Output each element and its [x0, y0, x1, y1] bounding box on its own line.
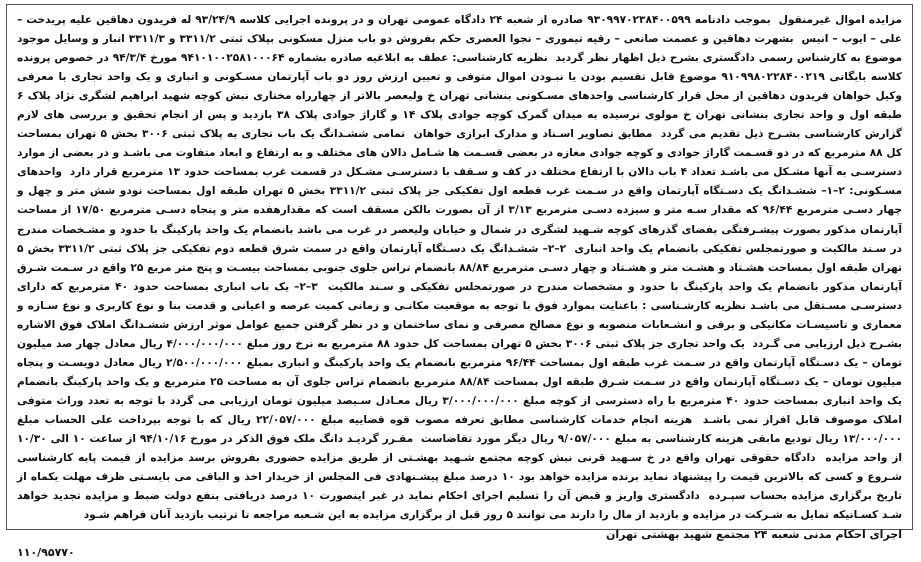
notice-signature: اجرای احکام مدنی شعبه ۲۴ مجتمع شهید بهشتی تهران	[605, 528, 902, 542]
notice-reference-number: ۱۱۰/۹۵۷۷۰	[17, 546, 75, 560]
auction-notice	[6, 4, 913, 560]
notice-body-text: مزایده اموال غیرمنقول بموجب دادنامه ۹۳۰۹۹۷۰۲۳۸۴۰۰۵۹۹ صادره از شعبه ۲۴ دادگاه عمومی تهران و در پرونده اجرایی کلاسه ۹۳/۲۴/۹ له فریدون دهاقین علیه پریدخت – علی – ایوب – انیس بشهرت دهاقین و عصمت صانعی – رقیه تیموری – نجوا العصری حکم بفروش دو باب منزل مسکونی بپلاک ثبتی ۳۳۱۱/۲ و ۳۳۱۱/۳ انبار و وسایل موجود موضوع به کارشناس رسمی دادگستری بشرح ذیل اظهار نظر گردید نظریه کارشناسی: عطف به ابلاغیه صادره بشماره ۹۴۱۰۱۰۰۲۵۸۱۰۰۰۶۴ مورخ ۹۴/۳/۴ در خصوص پرونده کلاسه بایگانی ۹۱۰۹۹۸۰۲۲۸۴۰۰۲۱۹ موضوع قابل تقسیم بودن یا نبـودن اموال متوفی و تعیین ارزش روز دو باب آپارتمان مسـکونی و انباری و یک واحد تجاری با معرفی وکیل خواهان فریدون دهاقین از محل قرار کارشناسی واحدهای مسـکونی بنشانی تهران خ ولیعصر بالاتر از چهارراه مختاری نبش کوچه شهید ابراهیم لشگری نژاد پلاک ۶ طبقه اول و واحد تجاری بنشانی تهران خ مولوی نرسیده به میدان گمرک کوچه جوادی پلاک ۱۴ و گاراژ جوادی پلاک ۳۸ بازدید و پس از انجام تحقیق و بررسی های لازم گزارش کارشناسی بشـرح ذیل تقدیم می گردد مطابق تصاویر اسـناد و مدارک ابرازی خواهان تمامی ششـدانگ یک باب تجاری به پلاک ثبتی ۳۰۰۶ بخش ۵ تهران بمساحت کل ۸۸ مترمربع که در دو قسـمت گاراژ جوادی و کوچه جوادی مغازه در بعضی قسـمت ها شـامل دالان های مختلف و به ارتفاع و ابعاد متفاوت می باشـد و در بعضی از موارد دسترسـی به آنها مشـکل می باشـد تعداد ۴ باب دالان با ارتفاع مختلف در کف و سـقف با دسترسـی مشـکل در قسمت غرب بمساحت حدود ۱۳ مترمربع قرار دارد واحدهای مسـکونی: ۲–۱– ششـدانگ یک دسـتگاه آپارتمان واقع در سـمت غرب قطعه اول تفکیکی جز پلاک ثبتی ۳۳۱۱/۲ بخش ۵ تهران طبقه اول بمساحت نودو شش متر و چهل و چهار دسـی مترمربع ۹۶/۴۴ که مقدار سـه متر و سیزده دسـی مترمربع ۳/۱۳ از آن بصورت بالکن مسقف است که مقدارهفده متر و پنجاه دسـی مترمربع ۱۷/۵۰ از مساحت آپارتمان مذکور بصورت پیشـرفتگی بفضای گذرهای کوچه شـهید لشگری در شمال و خیابان ولیعصر در غرب می باشد بانضمام یک واحد پارکینگ با حدود و مشـخصات مندرج در سـند مالکیت و صورتمجلس تفکیکی بانضمام یک واحد انباری ۲–۲– ششـدانگ یک دسـتگاه آپارتمان واقع در سمت شرق قطعه دوم تفکیکی جز پلاک ثبتی ۳۳۱۱/۲ بخش ۵ تهران طبقه اول بمساحت هشـتاد و هشـت متر و هشـتاد و چهار دسـی مترمربع ۸۸/۸۴ بانضمام تراس جلوی جنوبی بمساحت بیسـت و پنج متر مربع ۲۵ واقع در سـمت شـرق آپارتمان مذکور بانضمام یک واحد پارکینگ با حدود و مشخصات مندرج در صورتمجلس تفکیکی و سـند مالکیت ۳–۲– یک باب انباری بمساحت حدود ۴۰ مترمربع که دارای دسترسـی مسـتقل می باشـد نظریه کارشـناسی : باعنایت بموارد فوق با توجه به موقعیت مکانـی و زمانی کمیت عرصه و اعیانی و قدمت بنا و نوع کاربری و نوع سـازه و معماری و تاسیسـات مکانیکی و برقی و انشـعابات منصوبه و نوع مصالح مصرفی و نمای ساختمان و در نظر گرفتن جمیع عوامل موثر ارزش ششـدانگ املاک فوق الاشاره بشـرح ذیل ارزیابی می گـردد یک واحد تجاری جز پلاک ثبتی ۳۰۰۶ بخش ۵ تهران بمساحت کل حدود ۸۸ مترمربع به نرخ روز مبلغ ۴/۰۰۰/۰۰۰/۰۰۰ ریال معادل چهار صد میلیون تومان – یک دسـتگاه آپارتمان واقع در سـمت غرب طبقه اول بمساحت ۹۶/۴۴ مترمربع بانضمام یک واحد پارکینگ و انباری بمبلغ ۲/۵۰۰/۰۰۰/۰۰۰ ریال معادل دویسـت و پنجاه میلیون تومان – یک دسـتگاه آپارتمان واقع در سـمت شـرق طبقه اول بمساحت ۸۸/۸۴ مترمربع بانضمام تراس جلوی آن به مساحت ۲۵ مترمربع و یک واحد پارکینگ بانضمام یک واحد انباری بمساحت حدود ۴۰ مترمربع با راه دسترسی از کوچه مبلغ ۳/۰۰۰/۰۰۰/۰۰۰ ریال معـادل سـیصد میلیون تومان ارزیابی می گردد با توجه به تعدد وراث متوفی املاک موصوف قابل افراز نمی باشـد هزینه انجام خدمات کارشناسی مطابق تعرفه مصوب قوه قضاییه مبلغ ۲۲/۰۵۷/۰۰۰ ریال که با توجه بپرداخت علی الحساب مبلغ ۱۳/۰۰۰/۰۰۰ ریال تودیع مابقی هزینه کارشناسی به مبلغ ۹/۰۵۷/۰۰۰ ریال دیگر مورد تقاضاست مقـرر گردیـد دانگ ملک فوق الذکر در مورخ ۹۴/۱۰/۱۶ از ساعت ۱۰ الی ۱۰/۳۰ از واحد مزایده دادگاه حقوقی تهران واقع در خ سـهید قرنی نبش کوچه مجتمع شـهید بهشـتی از طریق مزایده حضوری بفروش برسد مزایده از قیمت پایه کارشناسی شـروع و کسی که بالاترین قیمت را پیشنهاد نماید برنده مزایده خواهد بود ۱۰ درصد مبلغ پیشـنهادی فی المجلس از خریدار اخذ و الباقی می بایسـتی ظرف مهلت یکماه از تاریخ برگزاری مزایده بحساب سپـرده دادگستری واریز و قبض آن را تسلیم اجرای احکام نماید در غیر اینصورت ۱۰ درصد دریافتی بنفع دولت ضبط و مزایده تجدید خواهد شـد کسـانیکه تمایل به شـرکت در مزایده و بازدید از مال را دارند می توانند ۵ روز قبل از برگزاری مزایده به این شـعبه مراجعه تا ترتیب بازدید آنان فراهم شـود	[13, 14, 903, 522]
